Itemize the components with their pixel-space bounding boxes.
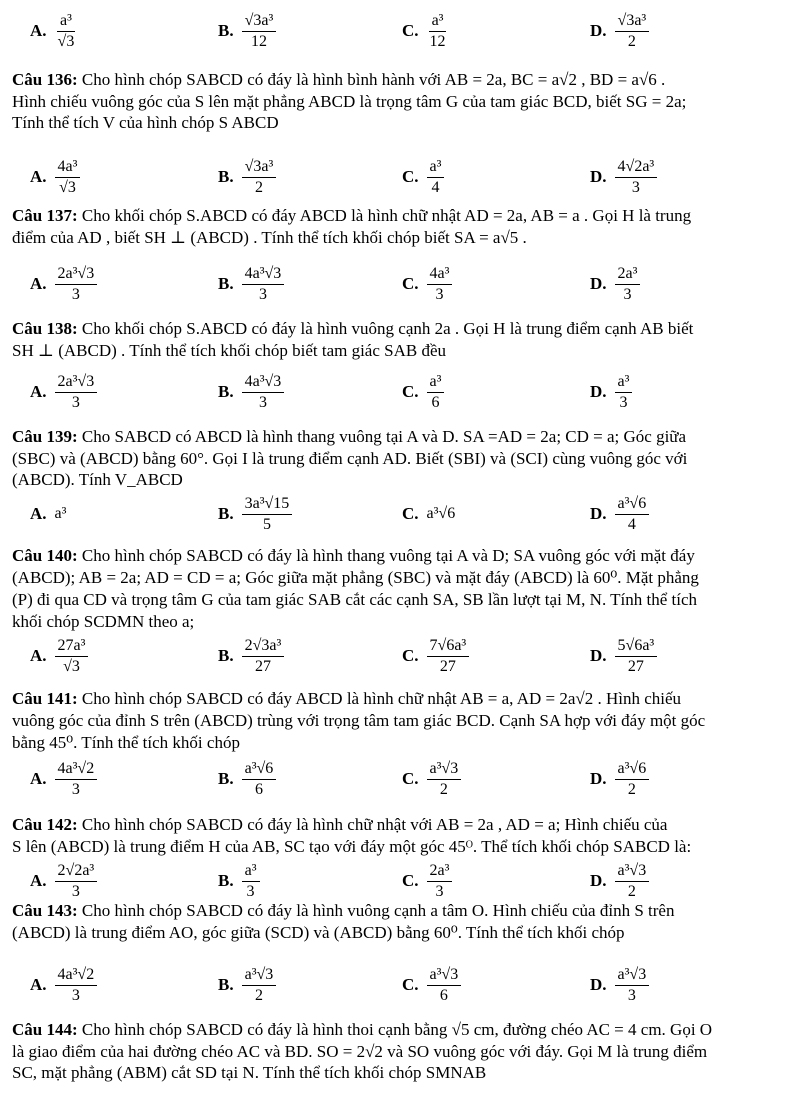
q142-options (0, 858, 800, 904)
question-143-line (12, 923, 786, 943)
option-label: B. (218, 975, 234, 994)
option-label: A. (30, 167, 47, 186)
q140-option-c (402, 633, 469, 679)
question-text: (SBC) và (ABCD) bằng 60°. Gọi I là trung điểm cạnh AD. Biết (SBI) và (SCI) cùng vuông góc với (12, 448, 688, 468)
option-label: D. (590, 871, 607, 890)
fraction-denominator: 3 (627, 986, 636, 1004)
question-number: Câu 143: (12, 901, 78, 920)
question-text: điểm của AD , biết SH ⊥ (ABCD) . Tính thể tích khối chóp biết SA = a√5 . (12, 227, 527, 247)
q139-option-d (590, 491, 649, 537)
fraction-denominator: 3 (71, 285, 80, 303)
option-label: D. (590, 274, 607, 293)
question-number: Câu 144: (12, 1020, 78, 1039)
fraction-denominator: 2 (627, 882, 636, 900)
q141-option-d (590, 756, 649, 802)
option-fraction (242, 636, 285, 677)
option-fraction (55, 372, 98, 413)
option-label: B. (218, 871, 234, 890)
q138-option-b (218, 369, 284, 415)
q143-option-a (30, 962, 97, 1008)
option-fraction (55, 11, 78, 52)
option-fraction (427, 861, 453, 902)
fraction-denominator: √3 (59, 178, 76, 196)
option-label: D. (590, 21, 607, 40)
option-fraction (55, 861, 98, 902)
fraction-numerator: 3a³√15 (242, 494, 293, 515)
option-label: A. (30, 382, 47, 401)
question-text: Tính thể tích V của hình chóp S ABCD (12, 113, 279, 132)
question-144-line (12, 1020, 786, 1040)
fraction-numerator: 7√6a³ (427, 636, 470, 657)
q135-option-a (30, 8, 77, 54)
option-fraction (615, 11, 650, 52)
option-fraction (615, 494, 650, 535)
question-number: Câu 142: (12, 815, 78, 834)
question-text: Cho khối chóp S.ABCD có đáy ABCD là hình chữ nhật AD = 2a, AB = a . Gọi H là trung (77, 206, 692, 225)
option-fraction (427, 157, 445, 198)
fraction-denominator: √3 (57, 32, 75, 50)
fraction-denominator: 27 (627, 657, 644, 675)
question-text: (ABCD). Tính V_ABCD (12, 470, 183, 489)
option-label: C. (402, 21, 419, 40)
question-text: Cho khối chóp S.ABCD có đáy là hình vuông cạnh 2a . Gọi H là trung điểm cạnh AB biết (77, 319, 694, 338)
option-label: C. (402, 382, 419, 401)
fraction-numerator: a³√3 (242, 965, 277, 986)
question-text: Cho hình chóp SABCD có đáy là hình vuông cạnh a tâm O. Hình chiếu của đỉnh S trên (77, 901, 675, 920)
question-139-line (12, 449, 786, 469)
option-label: C. (402, 769, 419, 788)
question-text: SC, mặt phẳng (ABM) cắt SD tại N. Tính thể tích khối chóp SMNAB (12, 1063, 487, 1082)
question-text: (ABCD) là trung điểm AO, góc giữa (SCD) và (ABCD) bằng 60⁰. Tính thể tích khối chóp (12, 922, 625, 942)
fraction-numerator: √3a³ (615, 11, 650, 32)
fraction-numerator: 4a³ (55, 157, 81, 178)
q136-option-c (402, 154, 444, 200)
option-value: a³√6 (426, 505, 456, 522)
q135-option-b (218, 8, 276, 54)
option-label: B. (218, 21, 234, 40)
option-label: D. (590, 167, 607, 186)
fraction-numerator: √3a³ (242, 11, 277, 32)
option-fraction (427, 11, 449, 52)
fraction-numerator: 2a³ (427, 861, 453, 882)
option-fraction (427, 965, 462, 1006)
option-label: C. (402, 975, 419, 994)
option-label: B. (218, 504, 234, 523)
q135-options (0, 8, 800, 54)
fraction-numerator: a³ (57, 11, 75, 32)
option-fraction (55, 157, 81, 198)
option-fraction (55, 636, 89, 677)
q142-option-c (402, 858, 452, 904)
option-fraction (615, 372, 633, 413)
option-label: D. (590, 382, 607, 401)
question-142-line (12, 815, 786, 835)
option-fraction (615, 157, 658, 198)
fraction-denominator: √3 (63, 657, 80, 675)
fraction-denominator: 4 (627, 515, 636, 533)
q140-option-d (590, 633, 657, 679)
question-137-line (12, 228, 786, 248)
q143-option-b (218, 962, 276, 1008)
question-number: Câu 136: (12, 70, 78, 89)
question-text: (P) đi qua CD và trọng tâm G của tam giác SAB cắt các cạnh SA, SB lần lượt tại M, N. Tính thể tích (12, 590, 698, 609)
q135-option-d (590, 8, 649, 54)
fraction-denominator: 3 (71, 780, 80, 798)
fraction-denominator: 3 (71, 986, 80, 1004)
q143-option-d (590, 962, 649, 1008)
fraction-denominator: 5 (262, 515, 271, 533)
fraction-numerator: a³√3 (427, 965, 462, 986)
fraction-denominator: 2 (627, 32, 636, 50)
q138-option-a (30, 369, 97, 415)
fraction-denominator: 3 (623, 285, 632, 303)
question-text: Cho hình chóp SABCD có đáy là hình chữ nhật với AB = 2a , AD = a; Hình chiếu của (77, 815, 668, 834)
q143-options (0, 962, 800, 1008)
question-text: vuông góc của đỉnh S trên (ABCD) trùng với trọng tâm tam giác BCD. Cạnh SA hợp với đáy một góc (12, 711, 706, 730)
option-label: C. (402, 274, 419, 293)
option-label: C. (402, 646, 419, 665)
question-number: Câu 141: (12, 689, 78, 708)
q141-option-c (402, 756, 461, 802)
option-label: B. (218, 274, 234, 293)
fraction-denominator: 3 (631, 178, 640, 196)
fraction-denominator: 3 (71, 882, 80, 900)
option-label: D. (590, 975, 607, 994)
question-140-line (12, 590, 786, 610)
fraction-denominator: 6 (439, 986, 448, 1004)
fraction-numerator: 4√2a³ (615, 157, 658, 178)
q141-option-b (218, 756, 276, 802)
fraction-numerator: 2√2a³ (55, 861, 98, 882)
fraction-numerator: a³√6 (615, 494, 650, 515)
question-text: SH ⊥ (ABCD) . Tính thể tích khối chóp biết tam giác SAB đều (12, 340, 447, 360)
option-fraction (242, 11, 277, 52)
option-label: B. (218, 646, 234, 665)
q136-option-a (30, 154, 80, 200)
option-fraction (615, 965, 650, 1006)
option-label: A. (30, 646, 47, 665)
fraction-denominator: 4 (431, 178, 440, 196)
fraction-denominator: 3 (246, 882, 255, 900)
fraction-denominator: 2 (627, 780, 636, 798)
q135-option-c (402, 8, 449, 54)
option-fraction (242, 157, 277, 198)
fraction-numerator: 4a³√3 (242, 264, 285, 285)
option-label: B. (218, 167, 234, 186)
fraction-numerator: a³ (427, 157, 445, 178)
option-label: A. (30, 274, 47, 293)
q137-option-b (218, 261, 284, 307)
question-142-line (12, 837, 786, 857)
option-label: C. (402, 167, 419, 186)
fraction-numerator: a³ (429, 11, 447, 32)
fraction-numerator: a³√3 (615, 861, 650, 882)
option-value: a³ (54, 505, 67, 522)
question-text: S lên (ABCD) là trung điểm H của AB, SC tạo với đáy một góc 45ᴼ. Thể tích khối chóp SABCD là: (12, 837, 692, 856)
option-label: B. (218, 382, 234, 401)
question-text: khối chóp SCDMN theo a; (12, 612, 195, 631)
option-label: B. (218, 769, 234, 788)
question-number: Câu 137: (12, 206, 78, 225)
fraction-denominator: 3 (258, 285, 267, 303)
question-137-line (12, 206, 786, 226)
question-141-line (12, 689, 786, 709)
question-136-line (12, 113, 786, 133)
option-fraction (427, 372, 445, 413)
q142-option-a (30, 858, 97, 904)
option-fraction (615, 264, 641, 305)
q139-option-b (218, 491, 292, 537)
option-label: C. (402, 871, 419, 890)
question-text: Cho SABCD có ABCD là hình thang vuông tại A và D. SA =AD = 2a; CD = a; Góc giữa (77, 427, 687, 446)
option-fraction (242, 264, 285, 305)
fraction-denominator: 12 (429, 32, 446, 50)
question-144-line (12, 1042, 786, 1062)
question-136-line (12, 70, 786, 90)
fraction-numerator: √3a³ (242, 157, 277, 178)
fraction-denominator: 2 (254, 986, 263, 1004)
question-138-line (12, 319, 786, 339)
q140-options (0, 633, 800, 679)
option-label: A. (30, 769, 47, 788)
option-fraction (615, 636, 658, 677)
question-text: Cho hình chóp SABCD có đáy là hình bình hành với AB = 2a, BC = a√2 , BD = a√6 . (77, 70, 666, 89)
question-143-line (12, 901, 786, 921)
fraction-denominator: 6 (254, 780, 263, 798)
fraction-numerator: 27a³ (55, 636, 89, 657)
fraction-numerator: 4a³√3 (242, 372, 285, 393)
q137-option-d (590, 261, 640, 307)
fraction-denominator: 12 (250, 32, 267, 50)
fraction-numerator: 4a³ (427, 264, 453, 285)
fraction-numerator: a³ (427, 372, 445, 393)
q137-option-c (402, 261, 452, 307)
option-label: D. (590, 769, 607, 788)
fraction-numerator: 2a³√3 (55, 372, 98, 393)
q138-option-c (402, 369, 444, 415)
question-140-line (12, 546, 786, 566)
fraction-denominator: 2 (254, 178, 263, 196)
q142-option-b (218, 858, 260, 904)
question-number: Câu 139: (12, 427, 78, 446)
option-fraction (242, 372, 285, 413)
fraction-denominator: 2 (439, 780, 448, 798)
option-fraction (242, 759, 277, 800)
fraction-numerator: 2a³ (615, 264, 641, 285)
fraction-numerator: 4a³√2 (55, 759, 98, 780)
option-fraction (615, 759, 650, 800)
fraction-denominator: 27 (254, 657, 271, 675)
option-label: D. (590, 646, 607, 665)
option-fraction (427, 759, 462, 800)
question-text: bằng 45⁰. Tính thể tích khối chóp (12, 733, 240, 752)
fraction-numerator: a³ (242, 861, 260, 882)
fraction-denominator: 27 (439, 657, 456, 675)
fraction-numerator: a³√6 (615, 759, 650, 780)
fraction-numerator: 2a³√3 (55, 264, 98, 285)
fraction-numerator: a³√3 (615, 965, 650, 986)
q138-option-d (590, 369, 632, 415)
question-text: (ABCD); AB = 2a; AD = CD = a; Góc giữa mặt phẳng (SBC) và mặt đáy (ABCD) là 60⁰. Mặt phẳng (12, 568, 699, 587)
fraction-numerator: 2√3a³ (242, 636, 285, 657)
option-fraction (615, 861, 650, 902)
option-fraction (55, 965, 98, 1006)
option-fraction (427, 264, 453, 305)
fraction-numerator: 5√6a³ (615, 636, 658, 657)
question-number: Câu 140: (12, 546, 78, 565)
q143-option-c (402, 962, 461, 1008)
fraction-denominator: 3 (258, 393, 267, 411)
question-138-line (12, 341, 786, 361)
question-139-line (12, 470, 786, 490)
fraction-numerator: a³√3 (427, 759, 462, 780)
question-140-line (12, 568, 786, 588)
option-fraction (242, 965, 277, 1006)
q141-options (0, 756, 800, 802)
q136-option-b (218, 154, 276, 200)
q140-option-a (30, 633, 88, 679)
question-text: Cho hình chóp SABCD có đáy là hình thang vuông tại A và D; SA vuông góc với mặt đáy (77, 546, 695, 565)
question-140-line (12, 612, 786, 632)
q137-options (0, 261, 800, 307)
option-fraction (242, 494, 293, 535)
q136-options (0, 154, 800, 200)
option-fraction (55, 264, 98, 305)
question-text: là giao điểm của hai đường chéo AC và BD. SO = 2√2 và SO vuông góc với đáy. Gọi M là trung điểm (12, 1041, 708, 1061)
fraction-numerator: 4a³√2 (55, 965, 98, 986)
fraction-numerator: a³ (615, 372, 633, 393)
option-label: D. (590, 504, 607, 523)
question-number: Câu 138: (12, 319, 78, 338)
q139-options (0, 491, 800, 537)
question-136-line (12, 92, 786, 112)
option-label: A. (30, 871, 47, 890)
q137-option-a (30, 261, 97, 307)
fraction-denominator: 3 (619, 393, 628, 411)
fraction-numerator: a³√6 (242, 759, 277, 780)
fraction-denominator: 6 (431, 393, 440, 411)
option-fraction (242, 861, 260, 902)
q139-option-c (402, 491, 455, 537)
question-144-line (12, 1063, 786, 1083)
fraction-denominator: 3 (435, 285, 444, 303)
option-label: A. (30, 21, 47, 40)
question-text: Cho hình chóp SABCD có đáy là hình thoi cạnh bằng √5 cm, đường chéo AC = 4 cm. Gọi O (77, 1020, 713, 1039)
option-label: A. (30, 975, 47, 994)
q141-option-a (30, 756, 97, 802)
question-139-line (12, 427, 786, 447)
q139-option-a (30, 491, 66, 537)
question-141-line (12, 733, 786, 753)
question-141-line (12, 711, 786, 731)
option-label: C. (402, 504, 419, 523)
fraction-denominator: 3 (435, 882, 444, 900)
option-label: A. (30, 504, 47, 523)
option-fraction (427, 636, 470, 677)
q140-option-b (218, 633, 284, 679)
question-text: Cho hình chóp SABCD có đáy ABCD là hình chữ nhật AB = a, AD = 2a√2 . Hình chiếu (77, 689, 682, 708)
q142-option-d (590, 858, 649, 904)
fraction-denominator: 3 (71, 393, 80, 411)
q136-option-d (590, 154, 657, 200)
option-fraction (55, 759, 98, 800)
question-text: Hình chiếu vuông góc của S lên mặt phẳng ABCD là trọng tâm G của tam giác BCD, biết SG = 2a; (12, 91, 687, 111)
q138-options (0, 369, 800, 415)
